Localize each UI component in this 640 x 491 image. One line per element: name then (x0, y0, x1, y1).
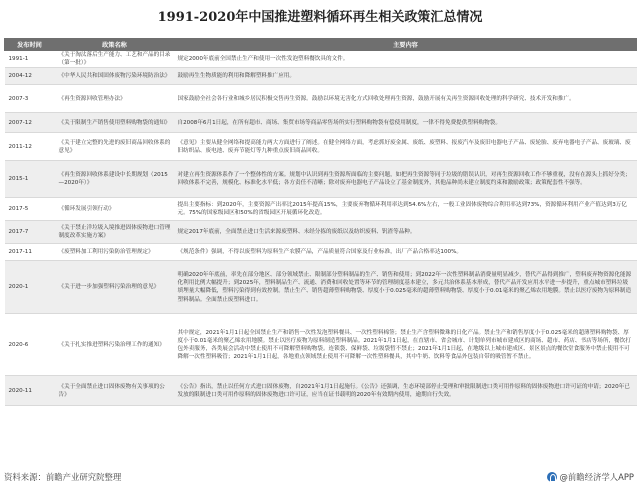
table-body (5, 51, 637, 406)
table-row (5, 85, 637, 113)
table-row (5, 161, 637, 198)
row-content: 鼓励再生生物质能的利用和降解塑料推广应用。 (175, 68, 637, 85)
table-row (5, 221, 637, 244)
header-date: 发布时间 (5, 39, 55, 51)
table-row (5, 261, 637, 314)
brand-credit (547, 471, 634, 483)
row-policy-name: 《关于进一步加强塑料污染治理的意见》 (55, 261, 175, 314)
row-policy-name: 《关于淘汰落后生产能力、工艺和产品的目录（第一批）》 (55, 51, 175, 68)
row-date: 2007-3 (5, 85, 55, 113)
table-row (5, 244, 637, 261)
row-content: 规定2017年底前，全面禁止进口生活来源废塑料、未经分拣的废纸以及纺织废料、钒渣等品种。 (175, 221, 637, 244)
page-title: 1991-2020年中国推进塑料循环再生相关政策汇总情况 (157, 10, 483, 25)
row-content: 其中规定，2021年1月1日起全国禁止生产和销售一次性发泡塑料餐具、一次性塑料棉签；禁止生产含塑料微珠的日化产品。禁止生产和销售厚度小于0.025毫米的超薄塑料购物袋、厚度小于0.01毫米的聚乙烯农用地膜。禁止以医疗废物为原料制造塑料制品。2021年1月1日起，在直辖市、省会城市、计划单列市城市建成区的商场、超市、药店、书店等场所，餐饮打包外卖服务，各类展会活动中禁止使用不可降解塑料购物袋。连锁袋、保鲜袋、垃圾袋暂不禁止；2021年1月1日起，在地级以上城市建成区、景区景点的餐饮堂食服务中禁止使用不可降解一次性塑料吸管；2021年1月1日起，各地重点领域禁止使用不可降解一次性塑料餐具，其中牛奶、饮料等食品外包装自带的吸管暂不禁止。 (175, 314, 637, 376)
table-row (5, 113, 637, 133)
row-policy-name: 《关于限制生产销售使用塑料购物袋的通知》 (55, 113, 175, 133)
row-date: 2017-7 (5, 221, 55, 244)
row-policy-name: 《关于建立完整的先进的废旧商品回收体系的意见》 (55, 133, 175, 161)
table-row (5, 68, 637, 85)
header-policy-name: 政策名称 (55, 39, 175, 51)
row-date: 1991-1 (5, 51, 55, 68)
row-content: 《公告》指出，禁止以任何方式进口固体废物，自2021年1月1日起施行。《公告》还强调，生态环境部停止受理和审批限制进口类可用作原料的固体废物进口许可证的申请；2020年已发放的限制进口类可用作原料的固体废物进口许可证，应当在证书载明的2020年有效期内使用，逾期自行失效。 (175, 376, 637, 406)
table-row (5, 376, 637, 406)
row-content: 对建立再生资源体系作了一个整体性的方案。规划中认识到再生资源所面临的主要问题，如把再生资源等同于垃圾的错误认识，对再生资源回收工作不够重视，没有在源头上抓好分类；回收体系不完善，规模化、标准化水平低；各方责任不清晰；除对废弃电器电子产品设立了基金制度外，其他品种尚未建立制度约束和激励政策；政策配套性不强等。 (175, 161, 637, 198)
row-policy-name: 《循环发展引领行动》 (55, 198, 175, 221)
row-date: 2017-11 (5, 244, 55, 261)
row-date: 2007-12 (5, 113, 55, 133)
policy-table (4, 38, 637, 406)
row-content: 明确2020年年底前，率先在部分地区、部分领域禁止、限制部分塑料制品的生产、销售和使用；到2022年一次性塑料制品消费量明显减少，替代产品得到推广，塑料废弃物资源化能源化利用比例大幅提升；到2025年，塑料制品生产、流通、消费和回收处置等环节的管理制度基本建立，多元共治体系基本形成，替代产品开发应用水平进一步提升，重点城市塑料垃圾填埋量大幅降低，塑料污染得到有效控制。禁止生产、销售超薄塑料购物袋、厚度小于0.025毫米的超薄塑料购物袋、厚度小于0.01毫米的聚乙烯农用地膜。禁止以医疗废物为原料制造塑料制品。全面禁止废塑料进口。 (175, 261, 637, 314)
row-date: 2011-12 (5, 133, 55, 161)
row-policy-name: 《中华人民共和国固体废物污染环境防治法》 (55, 68, 175, 85)
row-content: 自2008年6月1日起，在所有超市、商场、集贸市场等商品零售场所实行塑料购物袋有偿使用制度，一律不得免费提供塑料购物袋。 (175, 113, 637, 133)
policy-table-container (4, 38, 636, 406)
table-header (5, 39, 637, 51)
row-date: 2015-1 (5, 161, 55, 198)
row-date: 2004-12 (5, 68, 55, 85)
row-content: 国家鼓励全社会各行业和城乡居民积极交售再生资源。鼓励以环境无害化方式回收处理再生资源，鼓励开展有关再生资源回收处理的科学研究、技术开发和推广。 (175, 85, 637, 113)
row-content: 提出主要指标：到2020年，主要资源产出率比2015年提高15%，主要废弃物循环利用率达到54.6%左右，一般工业固体废物综合利用率达到73%，资源循环利用产业产值达到3万亿元。75%的国家级园区和50%的省级园区开展循环化改造。 (175, 198, 637, 221)
table-row (5, 198, 637, 221)
table-row (5, 133, 637, 161)
row-policy-name: 《再生资源回收管理办法》 (55, 85, 175, 113)
header-main-content: 主要内容 (175, 39, 637, 51)
table-row (5, 51, 637, 68)
source-note: 资料来源：前瞻产业研究院整理 (4, 472, 122, 482)
row-date: 2017-5 (5, 198, 55, 221)
row-date: 2020-1 (5, 261, 55, 314)
row-content: 规定2000年底前全国禁止生产和使用一次性发泡塑料餐饮具的文件。 (175, 51, 637, 68)
row-date: 2020-11 (5, 376, 55, 406)
row-content: 《意见》主要从健全网络和提高能力两大方面进行了阐述。在健全网络方面，考虑抓好废金属、废纸、废塑料、报废汽车及废旧电器电子产品、废轮胎、废弃电器电子产品、废玻璃、废旧纺织品、废电池、废弃节能灯等九种重点废旧商品回收。 (175, 133, 637, 161)
row-policy-name: 《关于扎实推进塑料污染治理工作的通知》 (55, 314, 175, 376)
row-policy-name: 《再生资源回收体系建设中长期规划（2015—2020年）》 (55, 161, 175, 198)
row-policy-name: 《关于禁止洋垃圾入境推进固体废物进口管理制度改革实施方案》 (55, 221, 175, 244)
row-policy-name: 《废塑料加工利用污染防治管理规定》 (55, 244, 175, 261)
row-date: 2020-6 (5, 314, 55, 376)
row-policy-name: 《关于全面禁止进口固体废物有关事项的公告》 (55, 376, 175, 406)
row-content: 《规范条件》强调，不得以废塑料为原料生产农膜产品，产品质量符合国家及行业标准，出厂产品合格率达100%。 (175, 244, 637, 261)
table-row (5, 314, 637, 376)
brand-text: @前瞻经济学人APP (559, 472, 634, 482)
logo-icon (547, 472, 557, 482)
